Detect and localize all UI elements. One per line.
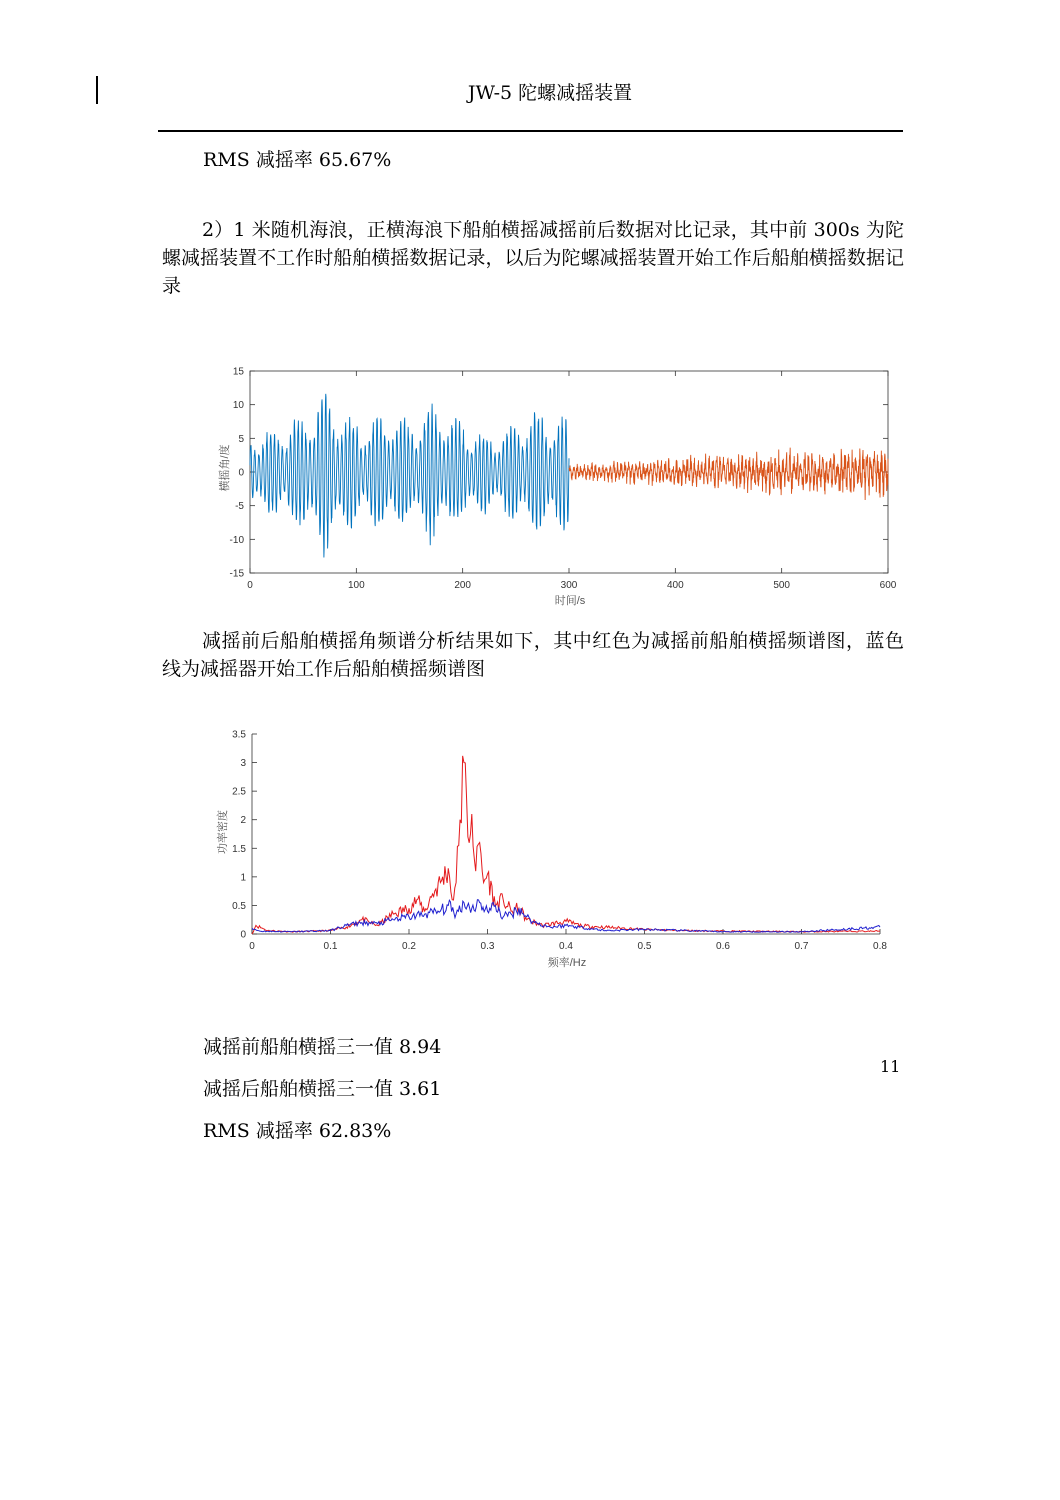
chart2-xtick-label: 0.8 [873,941,887,952]
chart1-ytick-label: 15 [232,366,244,378]
chart1-xtick-label: 600 [879,580,897,591]
section-2-paragraph: 2）1 米随机海浪，正横海浪下船舶横摇减摇前后数据对比记录，其中前 300s 为陀螺减摇装置不工作时船舶横摇数据记录，以后为陀螺减摇装置开始工作后船舶横摇数据记录 [162,219,904,297]
chart2-ytick-label: 1.5 [232,843,246,855]
roll-time-chart [215,362,915,612]
chart2-ylabel: 功率密度 [217,810,229,854]
roll-before-value: 减摇前船舶横摇三一值 8.94 [203,1036,442,1058]
chart1-xtick-label: 300 [560,580,578,591]
chart2-xlabel: 频率/Hz [547,957,587,969]
chart2-xtick-label: 0.2 [402,941,416,952]
chart1-ylabel: 横摇角/度 [219,444,231,492]
page-number: 11 [880,1057,901,1076]
chart2-xtick-label: 0.6 [716,941,730,952]
chart1-ytick-label: -5 [235,501,244,513]
rms-reduction-2: RMS 减摇率 62.83% [203,1120,392,1142]
chart2-ytick-label: 3 [240,758,246,770]
spectrum-intro-paragraph: 减摇前后船舶横摇角频谱分析结果如下，其中红色为减摇前船舶横摇频谱图，蓝色线为减摇器开始工作后船舶横摇频谱图 [162,630,904,680]
chart1-xlabel: 时间/s [554,595,586,607]
chart1-ytick-label: -10 [229,534,244,546]
chart2-xtick-label: 0 [249,941,255,952]
chart2-axes [252,734,880,934]
chart1-ytick-label: -15 [229,568,244,580]
chart2-ticks [232,730,887,953]
chart2-series [252,756,880,934]
chart2-ytick-label: 0.5 [232,900,246,912]
chart2-xtick-label: 0.1 [323,941,338,952]
chart2-ytick-label: 1 [240,872,246,884]
rms-reduction-1: RMS 减摇率 65.67% [203,149,392,171]
header-title: JW-5 陀螺减摇装置 [467,82,633,104]
chart2-ytick-label: 2.5 [232,786,246,798]
chart2-series-line-0 [252,756,880,934]
chart2-xtick-label: 0.5 [637,941,652,952]
chart2-ytick-label: 3.5 [232,729,246,741]
chart1-xtick-label: 400 [666,580,684,591]
roll-after-value: 减摇后船舶横摇三一值 3.61 [203,1078,442,1100]
chart2-xtick-label: 0.4 [559,941,573,952]
chart1-xtick-label: 200 [454,580,472,591]
chart1-xtick-label: 500 [773,580,791,591]
chart1-series-line-0 [250,394,569,558]
chart1-ytick-label: 0 [238,467,244,479]
chart2-ytick-label: 2 [240,815,246,827]
chart2-ytick-label: 0 [240,929,246,941]
chart1-ytick-label: 5 [238,433,244,445]
chart1-ytick-label: 10 [232,400,244,412]
chart2-xtick-label: 0.7 [794,941,809,952]
chart1-series [250,394,888,558]
chart1-xtick-label: 100 [347,580,365,591]
spectrum-chart [215,726,915,976]
chart2-xtick-label: 0.3 [480,941,495,952]
chart1-series-line-1 [569,448,888,500]
chart1-xtick-label: 0 [247,580,253,591]
header-rule [158,130,903,132]
